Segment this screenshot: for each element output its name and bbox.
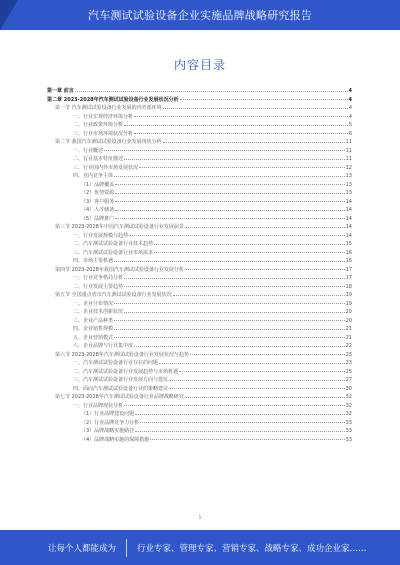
toc-leader-dots — [114, 303, 345, 304]
toc-leader-dots — [124, 278, 345, 279]
toc-entry-label: 二、行业发展主要趋势 — [73, 283, 124, 290]
toc-entry-label: 第一节 汽车测试试验设备行业发展的内外部环境 — [55, 105, 162, 111]
toc-entry-label: 一、行业品牌现状分析 — [73, 402, 124, 409]
page-header — [0, 0, 400, 30]
toc-entry-label: （1）行业品牌建设问题 — [81, 411, 135, 417]
toc-entry-label: 一、行业竞争格局分析 — [73, 275, 124, 281]
toc-entry-label: 二、汽车测试试验设备行业技术趋势 — [73, 241, 154, 247]
toc-entry-label: 四、业内竞争主体 — [73, 173, 114, 179]
footer-divider — [126, 539, 127, 557]
toc-leader-dots — [114, 176, 345, 177]
toc-leader-dots — [124, 312, 345, 313]
toc-leader-dots — [114, 329, 345, 330]
toc-entry-label: 二、企业技术创新状况 — [73, 309, 124, 315]
toc-entry-page: 21 — [345, 326, 352, 332]
toc-entry[interactable] — [47, 172, 352, 181]
toc-entry-label: 第二章 2023-2028年汽车测试试验设备行业发展状况分析 — [47, 96, 179, 103]
toc-entry-label: （3）客户服务 — [81, 198, 115, 205]
toc-entry-page: 15 — [345, 241, 352, 247]
toc-entry-page: 14 — [345, 215, 352, 222]
toc-entry[interactable] — [47, 300, 352, 309]
toc-entry-label: 三、行业市场环境状况分析 — [73, 130, 134, 137]
header-corner-decoration — [0, 0, 18, 30]
toc-leader-dots — [163, 142, 345, 143]
toc-entry-page: 23 — [345, 360, 352, 366]
toc-entry[interactable] — [47, 215, 352, 224]
toc-entry-label: 一、汽车测试试验设备行业存在的问题 — [73, 360, 159, 366]
toc-entry[interactable] — [47, 410, 352, 419]
toc-entry-page: 13 — [345, 173, 352, 179]
toc-entry-label: 二、行业基本特征描述 — [73, 156, 124, 162]
toc-entry-page: 14 — [345, 207, 352, 213]
toc-entry-label: 三、行业国内外市场发展状况 — [73, 164, 139, 171]
page-number: 1 — [198, 515, 202, 521]
toc-leader-dots — [134, 133, 348, 134]
toc-entry-page: 19 — [345, 292, 352, 298]
toc-entry-page: 4 — [348, 88, 352, 94]
toc-entry-label: （2）优势资源 — [81, 190, 115, 196]
toc-entry-label: 一、行业概述 — [73, 147, 104, 154]
toc-entry-page: 4 — [348, 96, 352, 103]
table-of-contents — [47, 87, 352, 444]
toc-entry-label: （5）品牌推广 — [81, 215, 115, 222]
toc-entry-page: 14 — [345, 232, 352, 239]
toc-entry-page: 33 — [345, 436, 352, 443]
toc-leader-dots — [139, 167, 345, 168]
toc-entry-page: 14 — [345, 224, 352, 230]
toc-entry-label: 四、面向汽车测试试验设备行业的策略建议 — [73, 385, 169, 392]
toc-entry[interactable] — [47, 402, 352, 411]
toc-entry-label: 第一章 前言 — [47, 88, 74, 94]
toc-entry[interactable] — [47, 436, 352, 445]
toc-entry-page: 17 — [345, 275, 352, 281]
toc-heading: 内容目录 — [173, 58, 226, 72]
toc-leader-dots — [115, 210, 344, 211]
toc-entry[interactable] — [47, 249, 352, 258]
toc-leader-dots — [185, 227, 345, 228]
toc-entry[interactable] — [47, 283, 352, 292]
toc-leader-dots — [129, 235, 345, 236]
toc-entry[interactable] — [47, 393, 352, 402]
toc-entry[interactable] — [47, 96, 352, 105]
toc-entry[interactable] — [47, 291, 352, 300]
toc-leader-dots — [114, 320, 345, 321]
toc-entry-label: （2）行业品牌竞争力分析 — [81, 419, 140, 426]
toc-entry-page: 23 — [345, 351, 352, 358]
toc-leader-dots — [169, 380, 345, 381]
toc-entry[interactable] — [47, 385, 352, 394]
toc-entry-label: 五、企业营销模式 — [73, 334, 114, 341]
toc-entry-page: 32 — [345, 394, 352, 400]
toc-entry-page: 25 — [345, 368, 352, 375]
toc-entry[interactable] — [47, 317, 352, 326]
toc-leader-dots — [180, 99, 348, 100]
toc-entry-page: 32 — [345, 411, 352, 417]
toc-entry-label: 一、企业分布情况 — [73, 300, 114, 307]
toc-entry[interactable] — [47, 308, 352, 317]
toc-leader-dots — [115, 193, 344, 194]
toc-leader-dots — [124, 159, 345, 160]
toc-leader-dots — [114, 261, 345, 262]
toc-entry-page: 18 — [345, 283, 352, 290]
toc-entry-label: 一、行业发展规模与趋势 — [73, 232, 129, 239]
toc-entry[interactable] — [47, 257, 352, 266]
toc-leader-dots — [185, 397, 345, 398]
toc-entry-page: 6 — [348, 130, 352, 137]
footer-slogan: 让每个人都能成为 — [48, 543, 117, 554]
toc-entry[interactable] — [47, 155, 352, 164]
toc-entry-label: 第二节 我国汽车测试试验设备行业发展现状分析 — [55, 139, 162, 145]
toc-leader-dots — [140, 422, 344, 423]
toc-entry-page: 19 — [345, 300, 352, 307]
toc-entry-label: 第五节 全国重点省市汽车测试试验设备行业发展状况 — [55, 292, 172, 298]
toc-entry-label: 四、企业销售规模 — [73, 326, 114, 332]
toc-leader-dots — [124, 125, 348, 126]
toc-entry-label: 三、企业产品种类 — [73, 317, 114, 324]
toc-leader-dots — [154, 252, 345, 253]
toc-entry-page: 16 — [345, 249, 352, 256]
toc-entry[interactable] — [47, 419, 352, 428]
toc-entry-label: （4）品牌战略实施的保障措施 — [81, 436, 150, 443]
toc-leader-dots — [159, 363, 345, 364]
toc-entry-page: 13 — [345, 190, 352, 196]
toc-entry-label: 二、行业政策环境分析 — [73, 122, 124, 128]
toc-entry[interactable] — [47, 240, 352, 249]
toc-entry-label: 二、汽车测试试验设备行业发展趋势与市场机遇 — [73, 368, 179, 375]
toc-entry-label: 三、汽车测试试验设备行业市场需求 — [73, 249, 154, 256]
toc-leader-dots — [134, 116, 348, 117]
toc-entry-page: 4 — [348, 105, 352, 111]
toc-entry[interactable] — [47, 147, 352, 156]
toc-entry-page: 16 — [345, 258, 352, 264]
toc-entry-page: 30 — [345, 385, 352, 392]
toc-entry-page: 27 — [345, 377, 352, 383]
toc-entry-page: 11 — [345, 156, 352, 162]
toc-entry[interactable] — [47, 206, 352, 215]
toc-entry-label: 第四节 2023-2028年我国汽车测试试验设备行业发展分析 — [55, 266, 184, 273]
toc-entry-label: 一、行业宏观经济环境分析 — [73, 113, 134, 120]
toc-entry[interactable] — [47, 232, 352, 241]
toc-leader-dots — [115, 201, 344, 202]
toc-entry-label: 第三节 2023-2028年中国汽车测试试验设备行业发展前景 — [55, 224, 184, 230]
toc-leader-dots — [154, 244, 345, 245]
toc-leader-dots — [104, 150, 345, 151]
toc-leader-dots — [75, 91, 348, 92]
toc-entry-page: 33 — [345, 428, 352, 434]
toc-leader-dots — [115, 184, 344, 185]
toc-leader-dots — [134, 346, 345, 347]
toc-entry-page: 12 — [345, 164, 352, 171]
toc-entry[interactable] — [47, 113, 352, 122]
toc-entry-page: 20 — [345, 317, 352, 324]
toc-entry-label: （4）人才储备 — [81, 207, 115, 213]
toc-entry[interactable] — [47, 198, 352, 207]
toc-entry[interactable] — [47, 368, 352, 377]
toc-entry-page: 11 — [345, 147, 352, 154]
toc-entry[interactable] — [47, 181, 352, 190]
toc-leader-dots — [179, 371, 345, 372]
report-title: 汽车测试试验设备企业实施品牌战略研究报告 — [88, 9, 312, 22]
toc-entry-label: 三、汽车测试试验设备行业发展方向与建议 — [73, 377, 169, 383]
toc-leader-dots — [169, 388, 345, 389]
toc-leader-dots — [114, 337, 345, 338]
toc-entry-page: 4 — [348, 113, 352, 120]
toc-leader-dots — [190, 354, 345, 355]
toc-entry[interactable] — [47, 130, 352, 139]
toc-leader-dots — [124, 405, 345, 406]
toc-leader-dots — [115, 218, 344, 219]
toc-entry[interactable] — [47, 266, 352, 275]
toc-leader-dots — [163, 108, 348, 109]
toc-entry[interactable] — [47, 138, 352, 147]
toc-entry[interactable] — [47, 427, 352, 436]
toc-entry[interactable] — [47, 189, 352, 198]
toc-entry-page: 33 — [345, 419, 352, 426]
toc-entry[interactable] — [47, 87, 352, 96]
toc-leader-dots — [150, 439, 344, 440]
toc-entry[interactable] — [47, 104, 352, 113]
toc-leader-dots — [185, 269, 345, 270]
toc-leader-dots — [135, 431, 344, 432]
toc-entry-page: 11 — [345, 139, 352, 145]
toc-leader-dots — [124, 286, 345, 287]
toc-entry[interactable] — [47, 376, 352, 385]
toc-leader-dots — [173, 295, 345, 296]
toc-entry-page: 20 — [345, 309, 352, 315]
toc-entry[interactable] — [47, 342, 352, 351]
footer-roles: 行业专家、管理专家、营销专家、战略专家、成功企业家…… — [137, 543, 367, 554]
toc-entry-label: 第七节 2023-2028年汽车测试试验设备行业品牌战略研究 — [55, 394, 184, 400]
toc-entry[interactable] — [47, 351, 352, 360]
toc-entry-label: 六、企业品牌与行业集中度 — [73, 343, 134, 349]
toc-entry[interactable] — [47, 334, 352, 343]
toc-entry[interactable] — [47, 359, 352, 368]
toc-entry-label: （3）品牌战略实施路径 — [81, 428, 135, 434]
toc-entry[interactable] — [47, 274, 352, 283]
toc-entry-label: 四、市场主要机遇 — [73, 258, 114, 264]
toc-entry[interactable] — [47, 121, 352, 130]
toc-leader-dots — [135, 414, 344, 415]
toc-entry-page: 21 — [345, 334, 352, 341]
toc-entry[interactable] — [47, 223, 352, 232]
toc-entry-page: 13 — [345, 181, 352, 188]
toc-entry[interactable] — [47, 164, 352, 173]
toc-entry-label: 第六节 2023-2028年汽车测试试验设备行业发展状况与趋势 — [55, 351, 189, 358]
toc-entry-page: 14 — [345, 198, 352, 205]
toc-entry-page: 22 — [345, 343, 352, 349]
toc-entry-page: 5 — [348, 122, 352, 128]
toc-entry[interactable] — [47, 325, 352, 334]
toc-entry-page: 32 — [345, 402, 352, 409]
toc-entry-label: （1）品牌覆盖 — [81, 181, 115, 188]
footer-banner — [0, 530, 400, 565]
toc-entry-page: 17 — [345, 266, 352, 273]
